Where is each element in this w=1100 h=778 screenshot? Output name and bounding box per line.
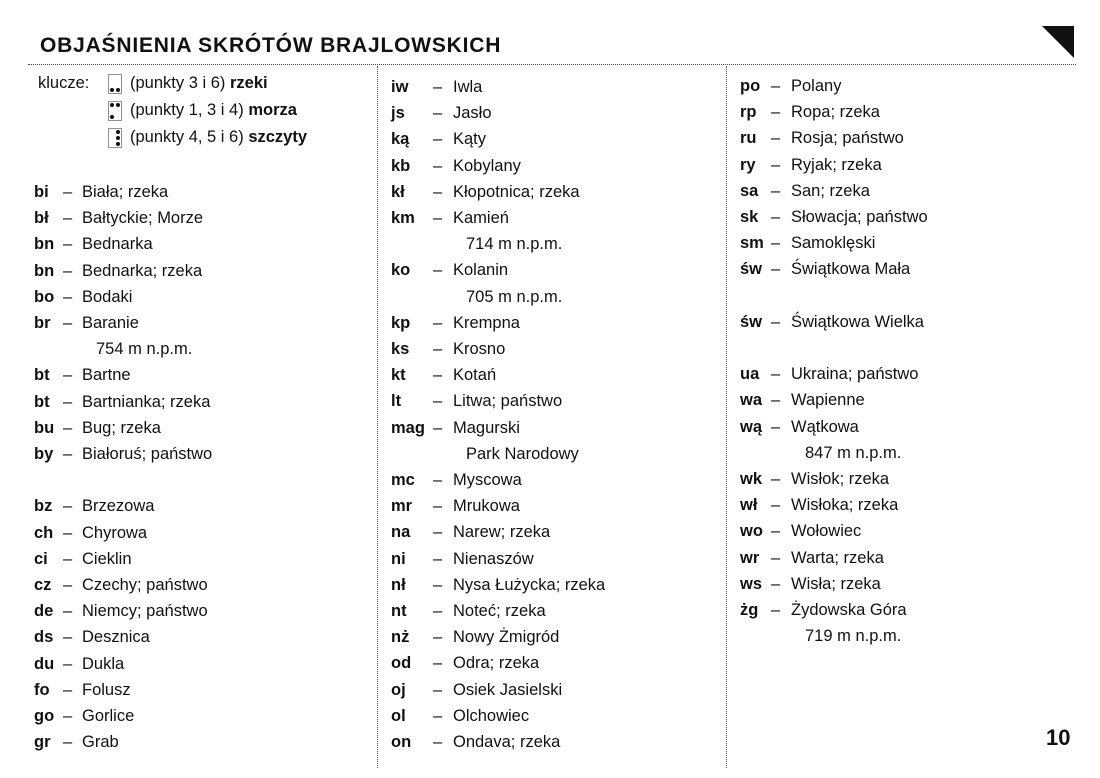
abbreviation-meaning: Iwla: [453, 78, 483, 96]
entry-dash: –: [433, 602, 443, 620]
abbreviation-meaning: Kotań: [453, 366, 497, 384]
entry-dash: –: [433, 340, 443, 358]
abbreviation-meaning: Bednarka: [82, 235, 153, 253]
entry-dash: –: [433, 733, 443, 751]
entry-dash: –: [771, 496, 781, 514]
entry-dash: –: [433, 628, 443, 646]
abbreviation-meaning: Nowy Żmigród: [453, 628, 560, 646]
entry-dash: –: [63, 576, 73, 594]
abbreviation-meaning: Warta; rzeka: [791, 549, 884, 567]
abbreviation-code: ką: [391, 130, 410, 148]
abbreviation-code: ol: [391, 707, 406, 725]
abbreviation-meaning: Chyrowa: [82, 524, 148, 542]
entry-dash: –: [771, 470, 781, 488]
abbreviation-code: sm: [740, 234, 764, 252]
abbreviation-code: ru: [740, 129, 757, 147]
abbreviation-meaning: Nienaszów: [453, 550, 534, 568]
abbreviation-code: mr: [391, 497, 413, 515]
abbreviation-meaning: Cieklin: [82, 550, 132, 568]
column-divider-2: [726, 66, 727, 768]
abbreviation-code: kb: [391, 157, 411, 175]
entry-dash: –: [771, 156, 781, 174]
abbreviation-code: nt: [391, 602, 407, 620]
abbreviation-code: kt: [391, 366, 406, 384]
entry-dash: –: [433, 550, 443, 568]
entry-dash: –: [63, 497, 73, 515]
abbreviation-code: br: [34, 314, 51, 332]
abbreviation-code: sa: [740, 182, 759, 200]
abbreviation-code: oj: [391, 681, 406, 699]
abbreviation-meaning: Grab: [82, 733, 119, 751]
entry-dash: –: [433, 681, 443, 699]
entry-dash: –: [63, 681, 73, 699]
abbreviation-code: bt: [34, 366, 50, 384]
legend-meaning-text: morza: [248, 101, 297, 119]
abbreviation-meaning: Wołowiec: [791, 522, 862, 540]
abbreviation-meaning: Świątkowa Mała: [791, 260, 911, 278]
entry-dash: –: [771, 365, 781, 383]
abbreviation-code: od: [391, 654, 412, 672]
abbreviation-code: nż: [391, 628, 410, 646]
abbreviation-code: bn: [34, 235, 55, 253]
abbreviation-meaning: Wątkowa: [791, 418, 859, 436]
entry-dash: –: [771, 313, 781, 331]
legend-label-text: klucze:: [38, 74, 90, 92]
abbreviation-meaning: Żydowska Góra: [791, 601, 907, 619]
entry-dash: –: [771, 129, 781, 147]
abbreviation-meaning: Kolanin: [453, 261, 509, 279]
entry-dash: –: [433, 130, 443, 148]
abbreviation-meaning: Jasło: [453, 104, 492, 122]
abbreviation-meaning: Ondava; rzeka: [453, 733, 561, 751]
abbreviation-meaning: Dukla: [82, 655, 125, 673]
abbreviation-meaning: Wisła; rzeka: [791, 575, 881, 593]
column-divider-1: [377, 66, 378, 768]
legend-meaning-text: szczyty: [248, 128, 308, 146]
entry-dash: –: [433, 183, 443, 201]
abbreviation-code: ch: [34, 524, 54, 542]
entry-dash: –: [63, 550, 73, 568]
entry-dash: –: [771, 418, 781, 436]
entry-dash: –: [771, 260, 781, 278]
legend-points-text: (punkty 3 i 6): [130, 74, 226, 92]
abbreviation-code: ry: [740, 156, 756, 174]
entry-dash: –: [63, 393, 73, 411]
entry-dash: –: [63, 288, 73, 306]
abbreviation-meaning: Gorlice: [82, 707, 135, 725]
entry-dash: –: [433, 654, 443, 672]
abbreviation-code: na: [391, 523, 411, 541]
abbreviation-meaning: Niemcy; państwo: [82, 602, 208, 620]
entry-dash: –: [433, 366, 443, 384]
entry-dash: –: [771, 182, 781, 200]
abbreviation-code: ko: [391, 261, 411, 279]
abbreviation-code: św: [740, 313, 763, 331]
braille-dots-4-5-6-icon: [108, 128, 122, 148]
abbreviation-code: wł: [740, 496, 758, 514]
abbreviation-meaning: Kobylany: [453, 157, 521, 175]
abbreviation-meaning: Wisłok; rzeka: [791, 470, 890, 488]
abbreviation-meaning: Kamień: [453, 209, 509, 227]
abbreviation-code: kł: [391, 183, 405, 201]
abbreviation-code: go: [34, 707, 55, 725]
abbreviation-meaning: Krosno: [453, 340, 506, 358]
abbreviation-meaning: Myscowa: [453, 471, 522, 489]
abbreviation-meaning: Słowacja; państwo: [791, 208, 928, 226]
abbreviation-code: bł: [34, 209, 49, 227]
abbreviation-code: ds: [34, 628, 54, 646]
abbreviation-code: ua: [740, 365, 760, 383]
entry-dash: –: [63, 733, 73, 751]
legend-points-text: (punkty 1, 3 i 4): [130, 101, 244, 119]
abbreviation-meaning: Nysa Łużycka; rzeka: [453, 576, 606, 594]
abbreviation-meaning: Bednarka; rzeka: [82, 262, 203, 280]
abbreviation-meaning: Bartnianka; rzeka: [82, 393, 211, 411]
entry-dash: –: [433, 419, 443, 437]
abbreviation-meaning: Bartne: [82, 366, 131, 384]
entry-dash: –: [433, 523, 443, 541]
header-divider: [28, 64, 1076, 65]
abbreviation-meaning: Baranie: [82, 314, 139, 332]
abbreviation-code: bi: [34, 183, 49, 201]
abbreviation-meaning: San; rzeka: [791, 182, 870, 200]
abbreviation-meaning: Wapienne: [791, 391, 865, 409]
abbreviation-code: by: [34, 445, 54, 463]
abbreviation-meaning: Polany: [791, 77, 842, 95]
entry-dash: –: [771, 575, 781, 593]
abbreviation-meaning: Ukraina; państwo: [791, 365, 919, 383]
entry-dash: –: [63, 314, 73, 332]
legend-points-text: (punkty 4, 5 i 6): [130, 128, 244, 146]
entry-dash: –: [771, 601, 781, 619]
abbreviation-code: km: [391, 209, 415, 227]
abbreviation-meaning: Białoruś; państwo: [82, 445, 213, 463]
abbreviation-meaning: Desznica: [82, 628, 150, 646]
abbreviation-meaning: Noteć; rzeka: [453, 602, 546, 620]
abbreviation-meaning: Mrukowa: [453, 497, 520, 515]
entry-dash: –: [63, 628, 73, 646]
abbreviation-code: bo: [34, 288, 55, 306]
abbreviation-meaning: Rosja; państwo: [791, 129, 904, 147]
entry-dash: –: [771, 391, 781, 409]
abbreviation-meaning: Ryjak; rzeka: [791, 156, 882, 174]
entry-dash: –: [63, 707, 73, 725]
entry-dash: –: [63, 262, 73, 280]
abbreviation-meaning: Narew; rzeka: [453, 523, 551, 541]
abbreviation-code: bz: [34, 497, 53, 515]
abbreviation-code: ci: [34, 550, 48, 568]
abbreviation-meaning-continuation: Park Narodowy: [466, 445, 579, 463]
abbreviation-code: wo: [740, 522, 763, 540]
abbreviation-code: żg: [740, 601, 759, 619]
entry-dash: –: [433, 209, 443, 227]
abbreviation-meaning: Kłopotnica; rzeka: [453, 183, 580, 201]
abbreviation-code: fo: [34, 681, 50, 699]
entry-dash: –: [771, 549, 781, 567]
abbreviation-meaning: Biała; rzeka: [82, 183, 169, 201]
entry-dash: –: [433, 157, 443, 175]
abbreviation-code: cz: [34, 576, 52, 594]
abbreviation-meaning: Litwa; państwo: [453, 392, 563, 410]
abbreviation-meaning-continuation: 847 m n.p.m.: [805, 444, 902, 462]
entry-dash: –: [433, 707, 443, 725]
abbreviation-code: lt: [391, 392, 402, 410]
abbreviation-meaning-continuation: 714 m n.p.m.: [466, 235, 563, 253]
page-number: 10: [1046, 725, 1071, 750]
entry-dash: –: [63, 235, 73, 253]
abbreviation-code: de: [34, 602, 54, 620]
abbreviation-meaning: Magurski: [453, 419, 520, 437]
entry-dash: –: [433, 576, 443, 594]
entry-dash: –: [771, 77, 781, 95]
abbreviation-meaning: Folusz: [82, 681, 131, 699]
abbreviation-code: bt: [34, 393, 50, 411]
entry-dash: –: [433, 104, 443, 122]
entry-dash: –: [771, 208, 781, 226]
abbreviation-code: nł: [391, 576, 406, 594]
abbreviation-code: bu: [34, 419, 55, 437]
entry-dash: –: [433, 314, 443, 332]
abbreviation-code: du: [34, 655, 55, 673]
abbreviation-code: bn: [34, 262, 55, 280]
entry-dash: –: [63, 366, 73, 384]
abbreviation-code: św: [740, 260, 763, 278]
abbreviation-code: ks: [391, 340, 410, 358]
entry-dash: –: [63, 183, 73, 201]
abbreviation-meaning: Bodaki: [82, 288, 133, 306]
abbreviation-code: wr: [740, 549, 760, 567]
abbreviation-code: sk: [740, 208, 759, 226]
abbreviation-meaning-continuation: 719 m n.p.m.: [805, 627, 902, 645]
legend-label: [38, 74, 89, 94]
entry-dash: –: [433, 261, 443, 279]
abbreviation-meaning-continuation: 705 m n.p.m.: [466, 288, 563, 306]
legend-meaning-text: rzeki: [229, 74, 268, 92]
abbreviation-code: rp: [740, 103, 757, 121]
entry-dash: –: [63, 209, 73, 227]
abbreviation-code: po: [740, 77, 761, 95]
corner-triangle-mark: [1042, 26, 1074, 58]
abbreviation-meaning: Bug; rzeka: [82, 419, 161, 437]
abbreviation-meaning: Samoklęski: [791, 234, 876, 252]
abbreviation-code: wa: [740, 391, 763, 409]
abbreviation-code: wą: [740, 418, 763, 436]
abbreviation-code: mag: [391, 419, 425, 437]
abbreviation-meaning: Olchowiec: [453, 707, 530, 725]
entry-dash: –: [63, 445, 73, 463]
braille-dots-3-6-icon: [108, 74, 122, 94]
abbreviation-code: mc: [391, 471, 415, 489]
entry-dash: –: [433, 78, 443, 96]
abbreviation-meaning-continuation: 754 m n.p.m.: [96, 340, 193, 358]
abbreviation-meaning: Odra; rzeka: [453, 654, 540, 672]
entry-dash: –: [433, 471, 443, 489]
abbreviation-meaning: Osiek Jasielski: [453, 681, 563, 699]
abbreviation-code: ni: [391, 550, 406, 568]
abbreviation-code: wk: [740, 470, 763, 488]
entry-dash: –: [63, 655, 73, 673]
entry-dash: –: [433, 497, 443, 515]
abbreviation-meaning: Wisłoka; rzeka: [791, 496, 899, 514]
entry-dash: –: [771, 103, 781, 121]
abbreviation-meaning: Kąty: [453, 130, 487, 148]
entry-dash: –: [63, 524, 73, 542]
entry-dash: –: [433, 392, 443, 410]
entry-dash: –: [771, 234, 781, 252]
abbreviation-meaning: Brzezowa: [82, 497, 155, 515]
abbreviation-code: js: [391, 104, 405, 122]
abbreviation-code: on: [391, 733, 412, 751]
abbreviation-meaning: Bałtyckie; Morze: [82, 209, 204, 227]
entry-dash: –: [771, 522, 781, 540]
abbreviation-code: ws: [740, 575, 763, 593]
entry-dash: –: [63, 419, 73, 437]
abbreviation-code: iw: [391, 78, 409, 96]
abbreviation-meaning: Ropa; rzeka: [791, 103, 880, 121]
entry-dash: –: [63, 602, 73, 620]
abbreviation-code: kp: [391, 314, 411, 332]
abbreviation-meaning: Świątkowa Wielka: [791, 313, 924, 331]
abbreviation-meaning: Czechy; państwo: [82, 576, 208, 594]
braille-dots-1-3-4-icon: [108, 101, 122, 121]
page-title: OBJAŚNIENIA SKRÓTÓW BRAJLOWSKICH: [40, 34, 502, 57]
abbreviation-code: gr: [34, 733, 51, 751]
abbreviation-meaning: Krempna: [453, 314, 520, 332]
